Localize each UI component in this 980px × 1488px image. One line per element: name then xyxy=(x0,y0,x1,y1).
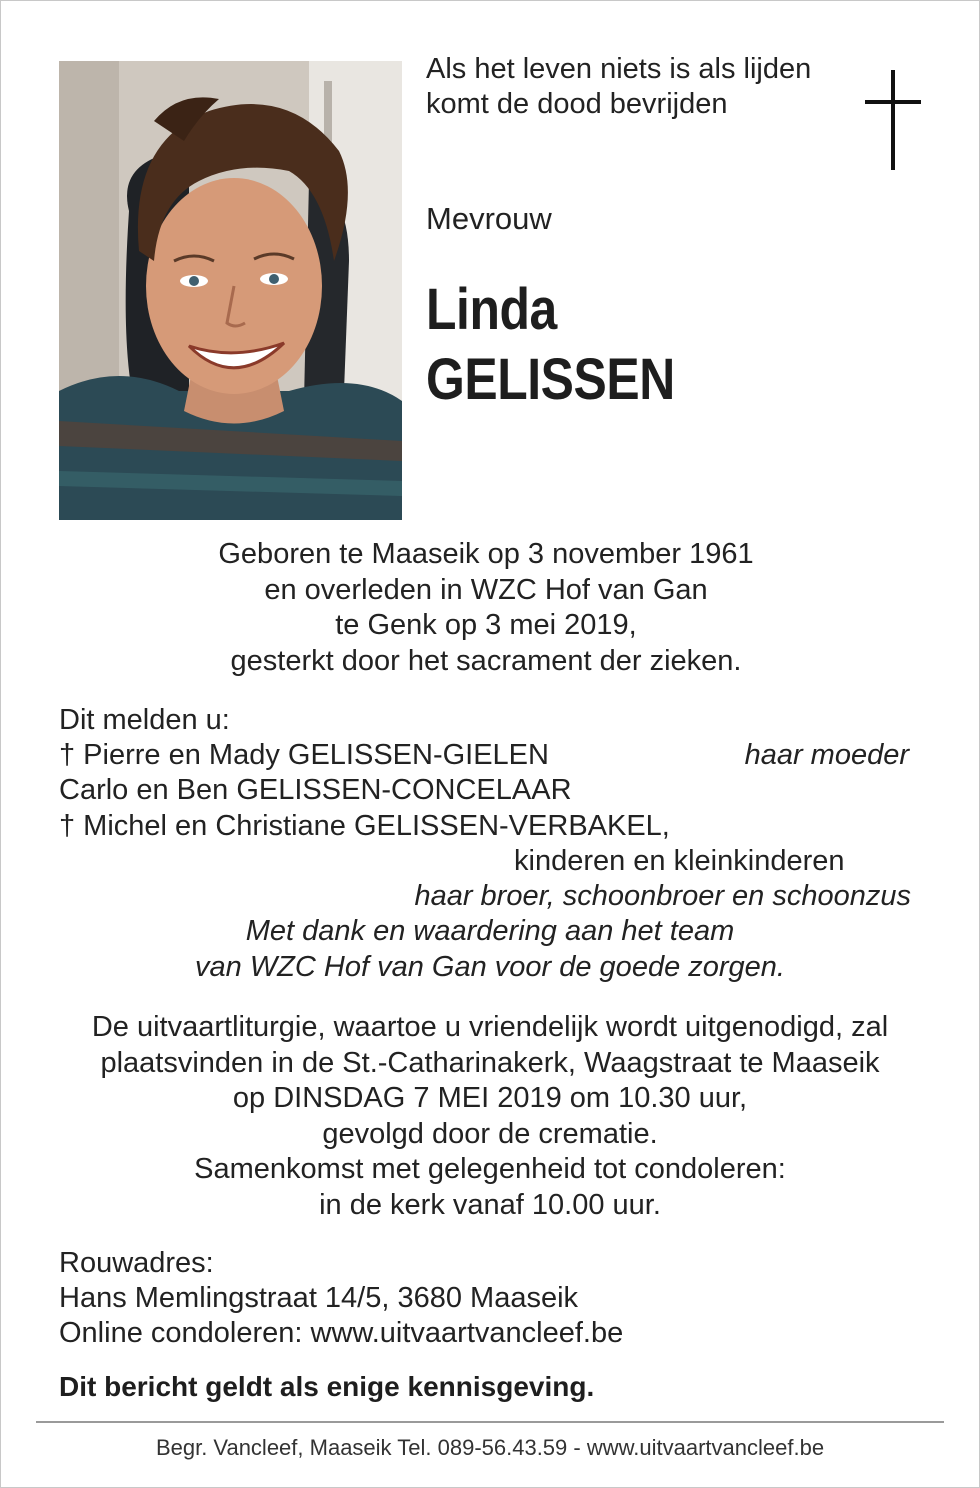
birth-death-line: Geboren te Maaseik op 3 november 1961 xyxy=(218,538,754,570)
first-name: Linda xyxy=(426,277,557,342)
funeral-line: in de kerk vanaf 10.00 uur. xyxy=(319,1188,661,1221)
relation-children: kinderen en kleinkinderen xyxy=(514,845,845,877)
honorific-title: Mevrouw xyxy=(426,201,552,236)
family-announcement xyxy=(59,703,670,844)
motto xyxy=(426,52,811,122)
address-label: Rouwadres: xyxy=(59,1247,214,1279)
thanks-block xyxy=(0,914,980,985)
last-name: GELISSEN xyxy=(426,347,675,412)
thanks-line: van WZC Hof van Gan voor de goede zorgen. xyxy=(195,950,785,983)
cross-icon xyxy=(865,70,921,170)
address-street: Hans Memlingstraat 14/5, 3680 Maaseik xyxy=(59,1282,579,1315)
family-member: Carlo en Ben GELISSEN-CONCELAAR xyxy=(59,774,572,807)
funeral-line: op DINSDAG 7 MEI 2019 om 10.30 uur, xyxy=(232,1082,748,1114)
footer-divider xyxy=(36,1421,944,1423)
motto-line: komt de dood bevrijden xyxy=(426,88,728,120)
deceased-name xyxy=(426,275,675,415)
funeral-director-footer: Begr. Vancleef, Maaseik Tel. 089-56.43.59 - www.uitvaartvancleef.be xyxy=(155,1435,825,1460)
sole-notice: Dit bericht geldt als enige kennisgeving. xyxy=(59,1371,595,1402)
mourning-address xyxy=(59,1246,623,1352)
family-member: † Pierre en Mady GELISSEN-GIELEN xyxy=(59,739,549,772)
family-member: † Michel en Christiane GELISSEN-VERBAKEL, xyxy=(59,809,670,842)
birth-death-block xyxy=(0,537,976,679)
birth-death-line: en overleden in WZC Hof van Gan xyxy=(264,573,708,606)
birth-death-line: gesterkt door het sacrament der zieken. xyxy=(230,644,742,677)
funeral-line: Samenkomst met gelegenheid tot condoleren: xyxy=(194,1153,786,1185)
birth-death-line: te Genk op 3 mei 2019, xyxy=(335,609,637,641)
relation-mother: haar moeder xyxy=(744,739,909,771)
motto-line: Als het leven niets is als lijden xyxy=(426,53,812,85)
funeral-line: plaatsvinden in de St.-Catharinakerk, Waagstraat te Maaseik xyxy=(100,1046,880,1079)
announce-intro: Dit melden u: xyxy=(59,704,230,736)
funeral-info xyxy=(0,1010,980,1223)
relation-brother: haar broer, schoonbroer en schoonzus xyxy=(414,880,911,912)
funeral-line: De uitvaartliturgie, waartoe u vriendelijk wordt uitgenodigd, zal xyxy=(91,1011,889,1043)
online-condolence-link[interactable]: Online condoleren: www.uitvaartvancleef.be xyxy=(59,1317,624,1350)
funeral-line: gevolgd door de crematie. xyxy=(322,1117,658,1150)
thanks-line: Met dank en waardering aan het team xyxy=(245,915,735,947)
portrait-photo xyxy=(59,61,402,520)
